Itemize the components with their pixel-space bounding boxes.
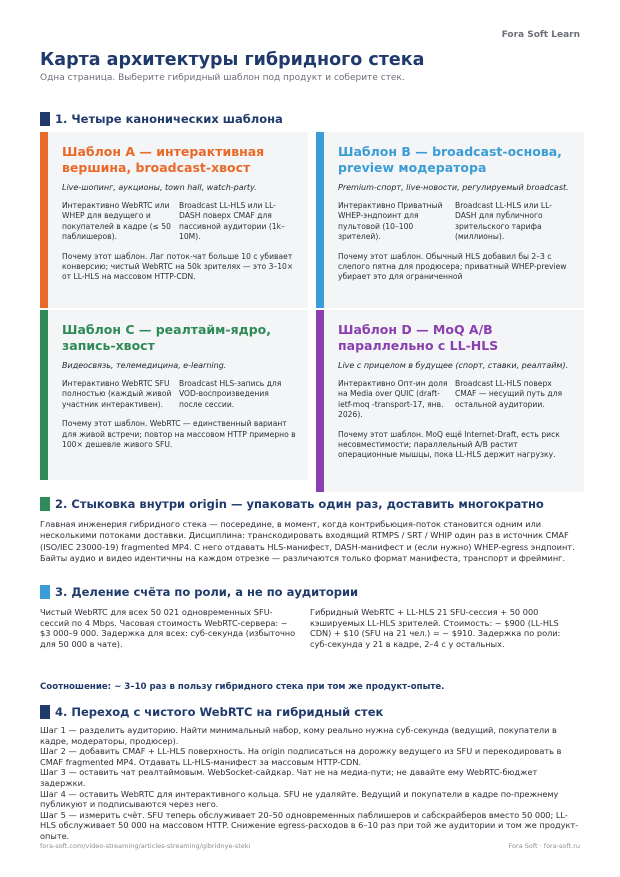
- card-tagline: Live-шопинг, аукционы, town hall, watch-party.: [62, 183, 257, 192]
- card-why: Почему этот шаблон. MoQ ещё Internet-Draft, есть риск несовместимости; параллельный A/B растит операционные мышцы, пока LL-HLS держит нагрузку.: [338, 429, 560, 460]
- section-1-heading: [40, 112, 283, 126]
- card-why: Почему этот шаблон. Обычный HLS добавил бы 2–3 с слепого пятна для продюсера; приватный WHEP-preview убирает это для ограниченной: [338, 251, 567, 282]
- template-card-a: [40, 132, 308, 308]
- section-marker: [40, 585, 50, 599]
- section-marker: [40, 497, 50, 511]
- card-accent-bar: [40, 310, 48, 480]
- card-broadcast: Broadcast LL-HLS или LL-DASH для публичного зрительского тарифа (миллионы).: [455, 201, 552, 242]
- list-item: Шаг 3 — оставить чат реалтаймовым. WebSocket-сайдкар. Чат не на медиа-пути; не давайте ему WebRTC-бюджет задержки.: [40, 767, 538, 788]
- list-item: Шаг 5 — измерить счёт. SFU теперь обслуживает 20–50 одновременных паблишеров и сабскрайберов вместо 50 000; LL-HLS обслуживает 50 000 на массовом HTTP. Снижение egress-расходов в 6–10 раз при той же аудитории и том же продукт-опыте.: [40, 809, 579, 841]
- page-title: Карта архитектуры гибридного стека: [40, 50, 425, 70]
- card-accent-bar: [40, 132, 48, 308]
- card-broadcast: Broadcast HLS-запись для VOD-воспроизведения после сессии.: [179, 379, 282, 409]
- card-accent-bar: [316, 132, 324, 308]
- migration-steps: [40, 725, 580, 842]
- card-accent-bar: [316, 310, 324, 492]
- card-tagline: Premium-спорт, live-новости, регулируемый broadcast.: [338, 183, 569, 192]
- page-subtitle: Одна страница. Выберите гибридный шаблон под продукт и соберите стек.: [40, 73, 405, 83]
- cost-pure-webrtc: Чистый WebRTC для всех 50 021 одновременных SFU-сессий по 4 Mbps. Часовая стоимость WebRTC-сервера: ~ $3 000–9 000. Задержка для всех: суб-секунда (избыточно для 50 000 в чате).: [40, 607, 296, 649]
- card-interactive: Интерактивно Опт-ин доля на Media over QUIC (draft-ietf-moq -transport-17, янв. 2026).: [338, 379, 448, 420]
- brand-label: Fora Soft Learn: [501, 30, 580, 40]
- card-tagline: Видеосвязь, телемедицина, e-learning.: [62, 361, 227, 370]
- card-title: Шаблон A — интерактивная вершина, broadcast-хвост: [62, 144, 265, 175]
- section-2-heading: [40, 497, 544, 511]
- section-2-text: Главная инженерия гибридного стека — посередине, в момент, когда контрибьюция-поток становится одним или несколькими потоками доставки. Дисциплина: транскодировать входящий RTMPS / SRT / WHIP один раз в источник CMAF (ISO/IEC 23000-19) fragmented MP4. С него отдавать HLS-манифест, DASH-манифест и (если нужно) WHEP-egress эндпоинт. Байты аудио и видео идентичны на каждом отрезке — различаются только формат манифеста, транспорт и фрейминг.: [40, 519, 575, 563]
- card-tagline: Live с прицелом в будущее (спорт, ставки, реалтайм).: [338, 361, 569, 370]
- card-why: Почему этот шаблон. Лаг поток-чат больше 10 с убивает конверсию; чистый WebRTC на 50k зрителях — это 3–10× от LL-HLS на массовом HTTP-CDN.: [62, 251, 294, 282]
- footer-brand: Fora Soft · fora-soft.ru: [508, 842, 580, 850]
- section-4-heading: [40, 705, 383, 719]
- cost-hybrid: Гибридный WebRTC + LL-HLS 21 SFU-сессия + 50 000 кэшируемых LL-HLS зрителей. Стоимость: ~ $900 (LL-HLS CDN) + $10 (SFU на 21 чел.) = ~ $910. Задержка по роли: суб-секунда у 21 в кадре, 2–4 с у остальных.: [310, 607, 561, 649]
- card-title: Шаблон B — broadcast-основа, preview модератора: [338, 144, 562, 175]
- section-marker: [40, 112, 50, 126]
- card-why: Почему этот шаблон. WebRTC — единственный вариант для живой встречи; повтор на массовом HTTP примерно в 100× дешевле живого SFU.: [62, 419, 296, 450]
- card-title: Шаблон D — MoQ A/B параллельно с LL-HLS: [338, 322, 499, 353]
- card-title: Шаблон C — реалтайм-ядро, запись-хвост: [62, 322, 271, 353]
- card-broadcast: Broadcast LL-HLS поверх CMAF — несущий путь для остальной аудитории.: [455, 379, 563, 409]
- section-1-heading-text: 1. Четыре канонических шаблона: [55, 112, 283, 126]
- section-marker: [40, 705, 50, 719]
- list-item: Шаг 1 — разделить аудиторию. Найти минимальный набор, кому реально нужна суб-секунда (ведущий, покупатели в кадре, модераторы, продюсер).: [40, 725, 557, 746]
- template-card-c: [40, 310, 308, 480]
- list-item: Шаг 4 — оставить WebRTC для интерактивного кольца. SFU не удаляйте. Ведущий и покупатели в кадре по-прежнему публикуют и подписываются через него.: [40, 788, 559, 810]
- card-interactive: Интерактивно WebRTC SFU полностью (каждый живой участник интерактивен).: [62, 379, 172, 409]
- section-3-heading-text: 3. Деление счёта по роли, а не по аудитории: [55, 585, 359, 599]
- cost-comparison: [40, 607, 580, 649]
- card-interactive: Интерактивно Приватный WHEP-эндпоинт для пультовой (10–100 зрителей).: [338, 201, 443, 242]
- template-card-b: [316, 132, 584, 308]
- section-2-heading-text: 2. Стыковка внутри origin — упаковать один раз, доставить многократно: [55, 497, 544, 511]
- card-broadcast: Broadcast LL-HLS или LL-DASH поверх CMAF для пассивной аудитории (1k–10M).: [179, 201, 285, 242]
- card-interactive: Интерактивно WebRTC или WHEP для ведущего и покупателей в кадре (≤ 50 паблишеров).: [62, 201, 171, 242]
- page-footer: [40, 842, 580, 850]
- section-3-heading: [40, 585, 358, 599]
- list-item: Шаг 2 — добавить CMAF + LL-HLS поверхность. На origin подписаться на дорожку ведущего из SFU и перекодировать в CMAF fragmented MP4. Отдавать LL-HLS-манифест за массовым HTTP-CDN.: [40, 746, 562, 767]
- template-card-d: [316, 310, 584, 492]
- section-4-heading-text: 4. Переход с чистого WebRTC на гибридный стек: [55, 705, 384, 719]
- cost-ratio: Соотношение: ~ 3–10 раз в пользу гибридного стека при том же продукт-опыте.: [40, 682, 445, 692]
- footer-url[interactable]: fora-soft.com/video-streaming/articles-streaming/gibridnye-steki: [40, 842, 251, 850]
